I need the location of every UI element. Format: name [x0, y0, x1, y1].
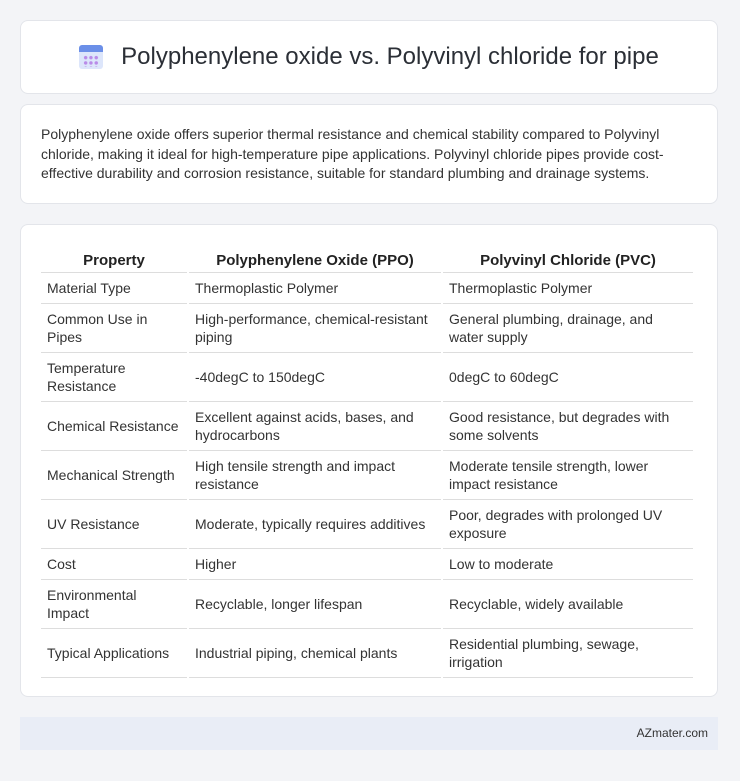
- table-row: [41, 629, 693, 678]
- column-header: Property: [41, 245, 187, 273]
- footer-brand: AZmater.com: [636, 726, 708, 740]
- table-cell: Temperature Resistance: [41, 353, 187, 402]
- table-cell: High-performance, chemical-resistant piping: [189, 304, 441, 353]
- table-header-row: [41, 245, 693, 273]
- table-cell: Thermoplastic Polymer: [189, 273, 441, 304]
- table-cell: -40degC to 150degC: [189, 353, 441, 402]
- table-cell: Recyclable, widely available: [443, 580, 693, 629]
- table-cell: Low to moderate: [443, 549, 693, 580]
- comparison-card: [20, 224, 718, 697]
- column-header: Polyphenylene Oxide (PPO): [189, 245, 441, 273]
- table-cell: General plumbing, drainage, and water supply: [443, 304, 693, 353]
- table-cell: UV Resistance: [41, 500, 187, 549]
- table-cell: Cost: [41, 549, 187, 580]
- table-row: [41, 500, 693, 549]
- comparison-table: [39, 245, 695, 678]
- table-row: [41, 549, 693, 580]
- summary-card: [20, 104, 718, 204]
- calendar-icon: [79, 45, 103, 69]
- table-row: [41, 353, 693, 402]
- table-cell: Moderate, typically requires additives: [189, 500, 441, 549]
- table-cell: Residential plumbing, sewage, irrigation: [443, 629, 693, 678]
- table-cell: Poor, degrades with prolonged UV exposure: [443, 500, 693, 549]
- table-cell: Typical Applications: [41, 629, 187, 678]
- table-cell: 0degC to 60degC: [443, 353, 693, 402]
- column-header: Polyvinyl Chloride (PVC): [443, 245, 693, 273]
- table-cell: Chemical Resistance: [41, 402, 187, 451]
- table-cell: Environmental Impact: [41, 580, 187, 629]
- table-row: [41, 402, 693, 451]
- table-cell: Good resistance, but degrades with some solvents: [443, 402, 693, 451]
- table-row: [41, 451, 693, 500]
- table-row: [41, 580, 693, 629]
- table-row: [41, 304, 693, 353]
- table-row: [41, 273, 693, 304]
- page-title: Polyphenylene oxide vs. Polyvinyl chloride for pipe: [121, 43, 659, 70]
- table-cell: Industrial piping, chemical plants: [189, 629, 441, 678]
- table-cell: Material Type: [41, 273, 187, 304]
- table-cell: Mechanical Strength: [41, 451, 187, 500]
- table-cell: Recyclable, longer lifespan: [189, 580, 441, 629]
- footer-bar: [20, 717, 718, 750]
- table-cell: Moderate tensile strength, lower impact resistance: [443, 451, 693, 500]
- title-card: [20, 20, 718, 94]
- table-cell: Excellent against acids, bases, and hydrocarbons: [189, 402, 441, 451]
- table-cell: Common Use in Pipes: [41, 304, 187, 353]
- table-cell: Thermoplastic Polymer: [443, 273, 693, 304]
- table-cell: High tensile strength and impact resistance: [189, 451, 441, 500]
- table-cell: Higher: [189, 549, 441, 580]
- summary-text: Polyphenylene oxide offers superior thermal resistance and chemical stability compared to Polyvinyl chloride, making it ideal for high-temperature pipe applications. Polyvinyl chloride pipes provide cost-effective durability and corrosion resistance, suitable for standard plumbing and drainage systems.: [41, 126, 664, 181]
